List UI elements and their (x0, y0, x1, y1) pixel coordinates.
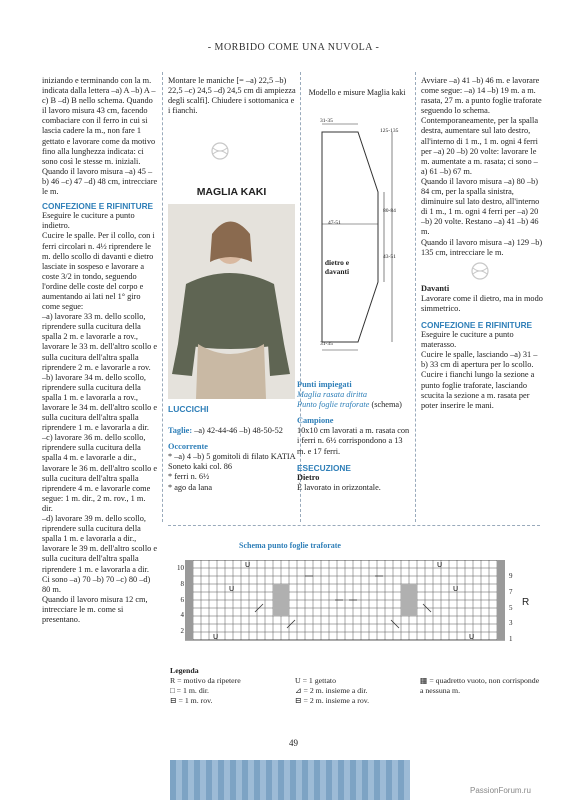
svg-text:U: U (245, 561, 251, 569)
legend-item: U = 1 gettato (295, 676, 336, 685)
row-label: 2 (180, 627, 184, 636)
chart-title: Schema punto foglie traforate (239, 541, 341, 550)
stitch-item: Punto foglie traforate (297, 400, 370, 410)
yarn-ball-icon (465, 260, 495, 282)
legend-item: □ = 1 m. dir. (170, 686, 209, 695)
paragraph: Quando il lavoro misura –a) 45 –b) 46 –c) 47 –d) 48 cm, intrecciare le m. (42, 166, 158, 197)
column-divider (162, 72, 163, 522)
legend-item: ⊿ = 2 m. insieme a dir. (295, 686, 368, 695)
paragraph: Lavorare come il dietro, ma in modo simmetrico. (421, 293, 543, 313)
page-number: 49 (289, 738, 298, 748)
paragraph: Contemporaneamente, per la spalla destra, aumentare sul lato destro, all'interno di 1 m., 1 m. ogni 4 ferri per –a) 20 –b) 20 volte: lavorare le m. aumentate a m. rasata; ci sono –a) 61 –b) 67 m. (421, 116, 539, 176)
brand-label: LUCCICHI (168, 404, 209, 414)
svg-text:U: U (469, 633, 475, 641)
schematic-title: Modello e misure Maglia kaki (308, 88, 406, 97)
dimension-label: 80-84 (383, 208, 396, 214)
column-divider (415, 72, 416, 522)
column-2-bottom (168, 404, 296, 493)
sub-heading: Dietro (297, 472, 320, 482)
svg-text:U: U (213, 633, 219, 641)
legend-item: R = motivo da ripetere (170, 676, 241, 685)
sub-heading: Davanti (421, 283, 450, 293)
paragraph: Cucire le spalle, lasciando –a) 31 –b) 33 cm di apertura per lo scollo. (421, 350, 538, 370)
svg-text:U: U (453, 585, 459, 593)
section-heading: Punti impiegati (297, 380, 352, 389)
watermark: PassionForum.ru (470, 786, 531, 795)
legend-title: Legenda (170, 666, 199, 675)
dimension-label: 31-35 (320, 118, 333, 124)
row-label: 7 (509, 587, 513, 596)
paragraph: –a) lavorare 33 m. dello scollo, riprendere sulla cucitura della spalla 2 m. e lavorarle a rov., lavorare le 33 m. dell'altro scollo e sulla cucitura dell'altra spalla riprendere 2 m. e lavorarle a rov. (42, 312, 158, 372)
materials-item: * ferri n. 6½ (168, 472, 210, 482)
row-label: 9 (509, 572, 513, 580)
section-heading: CONFEZIONE E RIFINITURE (42, 201, 154, 212)
legend-col-1 (170, 666, 290, 706)
dimension-label: 47-51 (328, 220, 341, 226)
stitch-item: Maglia rasata diritta (297, 390, 368, 400)
sizes-label: Taglie: (168, 426, 193, 436)
row-label: 5 (509, 603, 513, 612)
paragraph: È lavorato in orizzontale. (297, 482, 381, 492)
column-3-text (297, 380, 412, 493)
dimension-label: 31-35 (320, 341, 333, 347)
model-photo (168, 204, 295, 399)
pattern-title: MAGLIA KAKI (196, 186, 267, 198)
legend-item: ⊟ = 2 m. insieme a rov. (295, 696, 370, 705)
paragraph: Quando il lavoro misura 12 cm, intrecciare le m. come si presentano. (42, 594, 148, 624)
stitch-item-suffix: (schema) (369, 400, 402, 410)
section-heading: CONFEZIONE E RIFINITURE (421, 319, 533, 330)
piece-label: dietro e davanti (324, 258, 350, 276)
svg-text:U: U (229, 585, 235, 593)
dimension-label: 43-51 (383, 254, 396, 260)
chart-row-labels-left (174, 561, 184, 640)
paragraph: –d) lavorare 39 m. dello scollo, riprendere sulla cucitura della spalla 1 m. e lavorarla a dir., lavorare le 39 m. dell'altro scollo e sulla cucitura dell'altra spalla riprendere 1 m. e lavorarla a dir. (42, 514, 158, 574)
dimension-label: 125-135 (380, 128, 399, 134)
paragraph: Avviare –a) 41 –b) 46 m. e lavorare come segue: –a) 14 –b) 19 m. a m. rasata, 27 m. a punto foglie traforate seguendo lo schema. (421, 76, 542, 116)
garment-schematic (300, 112, 415, 372)
legend-item: ⊟ = 1 m. rov. (170, 696, 213, 705)
yarn-ball-icon (205, 140, 235, 162)
sizes-value: –a) 42-44-46 –b) 48-50-52 (192, 426, 283, 436)
paragraph: Ci sono –a) 70 –b) 70 –c) 80 –d) 80 m. (42, 574, 151, 594)
legend-col-2 (295, 676, 415, 706)
paragraph: iniziando e terminando con la m. indicata dalla lettera –a) A –b) A –c) B –d) B nello schema. Quando il lavoro misura 43 cm, facendo combaciare con il ferro in cui si lascia cadere la m., non fare 1 gettato e lavorare come da motivo fino alla lunghezza indicata: ci sono così le stesse m. iniziali. (42, 76, 156, 166)
running-header: - MORBIDO COME UNA NUVOLA - (207, 42, 380, 53)
knit-texture-strip (170, 760, 410, 800)
svg-text:U: U (437, 561, 443, 569)
paragraph: Eseguire le cuciture a punto indietro. (42, 211, 135, 231)
column-2-top (168, 76, 296, 116)
section-heading: Campione (297, 416, 334, 426)
row-label: 1 (509, 635, 513, 644)
row-label: 8 (180, 579, 184, 588)
paragraph: Montare le maniche [= –a) 22,5 –b) 22,5 –c) 24,5 –d) 24,5 cm di ampiezza degli scalfi]. Chiudere i sottomanica e i fianchi. (168, 76, 296, 116)
materials-item: * ago da lana (168, 482, 213, 492)
paragraph: –c) lavorare 36 m. dello scollo, riprendere sulla cucitura della spalla 4 m. e lavorarle a dir., lavorare le 36 m. dell'altro scollo e sulla cucitura dell'altra spalla riprendere 4 m. e lavorarle come segue: 1 m. dir., 2 m. rov., 1 m. dir. (42, 433, 158, 513)
section-heading: Occorrente (168, 442, 208, 452)
paragraph: Eseguire le cuciture a punto materasso. (421, 330, 514, 350)
paragraph: Quando il lavoro misura –a) 129 –b) 135 cm, intrecciare le m. (421, 237, 543, 257)
column-4 (421, 76, 543, 411)
row-label: 4 (180, 611, 184, 620)
paragraph: Quando il lavoro misura –a) 80 –b) 84 cm, per la spalla sinistra, diminuire sul lato destro, all'interno di 1 m., 1 m. ogni 4 ferri per –a) 20 –b) 20 volte. Restano –a) 41 –b) 46 m. (421, 176, 540, 237)
row-label: 3 (509, 619, 513, 628)
repeat-label: R (522, 597, 530, 608)
section-divider (168, 525, 540, 526)
column-1 (42, 76, 158, 625)
legend-col-3 (420, 676, 542, 696)
paragraph: Cucire le spalle. Per il collo, con i ferri circolari n. 4½ riprendere le m. dello scollo di davanti e dietro lasciate in sospeso e lavorare a coste 3/2 in tondo, seguendo l'ordine delle coste del corpo e aumentando ai lati nel 1° giro come segue: (42, 231, 155, 312)
paragraph: –b) lavorare 34 m. dello scollo, riprendere sulla cucitura della spalla 1 m. e lavorarla a rov., lavorare le 34 m. dell'altro scollo e sulla cucitura dell'altra spalla riprendere 1 m. e lavorarla a dir. (42, 372, 158, 433)
materials-item: * –a) 4 –b) 5 gomitoli di filato KATIA Soneto kaki col. 86 (168, 452, 296, 472)
paragraph: Cucire i fianchi lungo la sezione a punto foglie traforate, lasciando scucita la sezione a m. rasata per poter inserire le mani. (421, 370, 535, 410)
row-label: 10 (177, 564, 184, 572)
section-heading: ESECUZIONE (297, 462, 351, 473)
stitch-chart-grid (185, 560, 505, 650)
row-label: 6 (180, 595, 184, 604)
legend-item: ▦ = quadretto vuoto, non corrisponde a nessuna m. (420, 676, 540, 695)
paragraph: 10x10 cm lavorati a m. rasata con i ferri n. 6½ corrispondono a 13 m. e 17 ferri. (297, 426, 410, 456)
chart-row-labels-right (509, 569, 519, 648)
